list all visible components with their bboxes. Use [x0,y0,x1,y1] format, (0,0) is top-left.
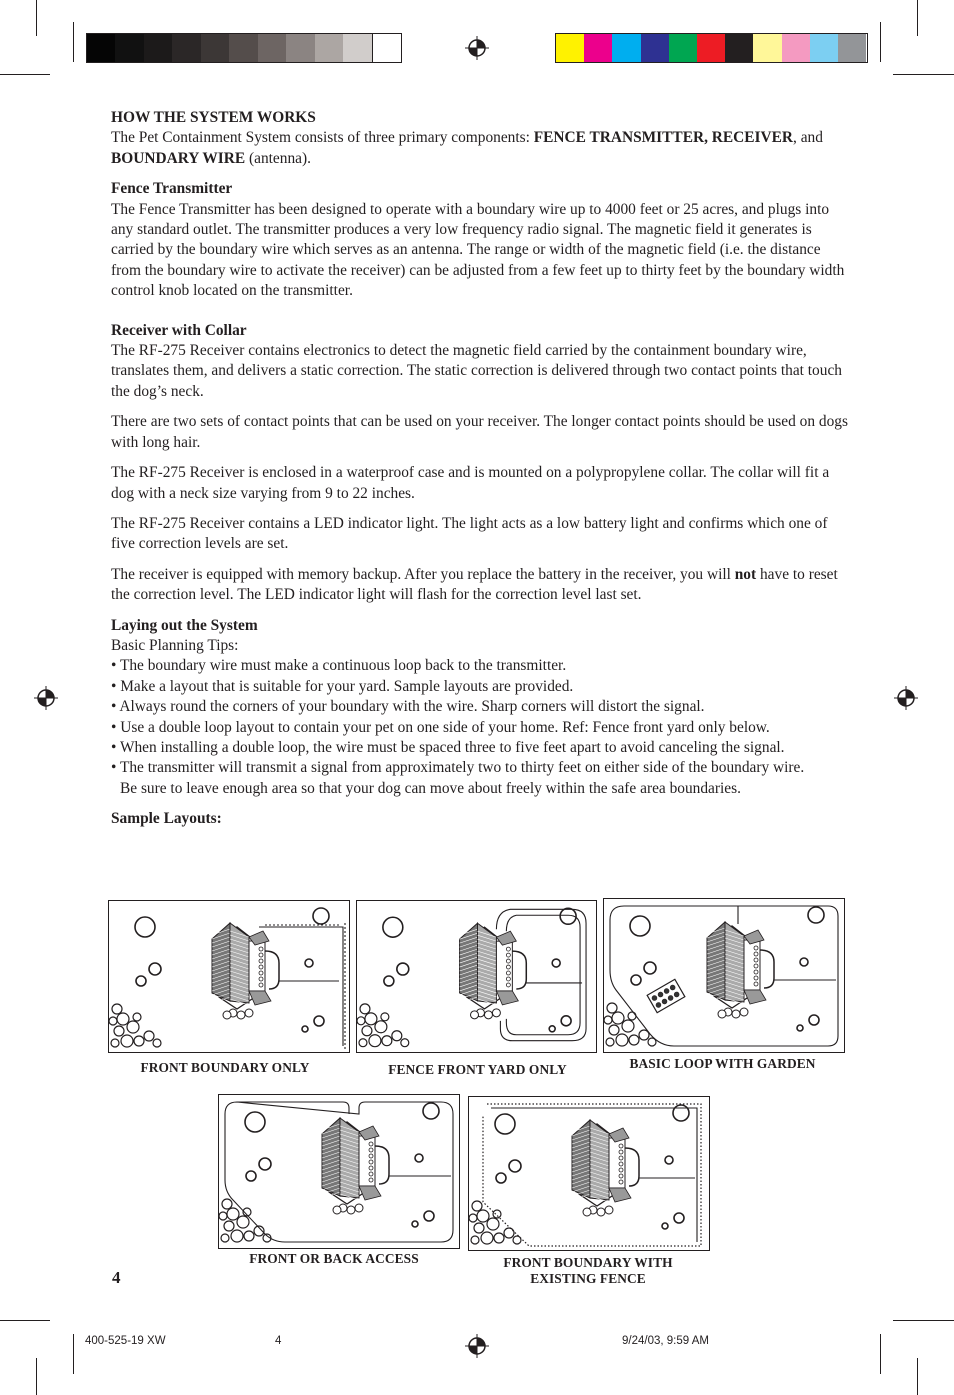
crop-mark [893,1320,954,1321]
color-swatch [87,34,115,62]
crop-mark [0,1320,50,1321]
crop-mark [880,1334,881,1374]
slug-page: 4 [275,1335,282,1347]
color-swatch [782,34,810,62]
tip-item: • The transmitter will transmit a signal from approximately two to thirty feet on either side of the boundary wire. Be sure to leave enough area so that your dog can move about freely within the safe area boundaries. [111,759,805,797]
slug-date: 9/24/03, 9:59 AM [622,1335,709,1347]
receiver-paragraph [111,565,851,606]
color-swatch [343,34,371,62]
caption-existing-fence [468,1255,708,1287]
color-swatch [641,34,669,62]
intro-text: , and [793,129,823,147]
receiver-paragraph: The RF-275 Receiver contains a LED indicator light. The light acts as a low battery light and confirms which one of five correction levels are set. [111,514,828,553]
tip-item: • Make a layout that is suitable for your yard. Sample layouts are provided. [111,677,574,695]
crop-mark [36,1358,37,1395]
caption-front-back-access: FRONT OR BACK ACCESS [249,1251,419,1266]
intro-text: The Pet Containment System consists of three primary components: [111,129,534,147]
caption-basic-loop-garden: BASIC LOOP WITH GARDEN [629,1056,816,1071]
slug-job-id: 400-525-19 XW [85,1335,166,1347]
intro-boundary-wire: BOUNDARY WIRE [111,149,246,167]
layout-diagram-fence-front-yard [356,900,597,1053]
caption-fence-front-yard: FENCE FRONT YARD ONLY [388,1062,567,1077]
color-swatch [115,34,143,62]
color-swatch [838,34,866,62]
layout-heading: Laying out the System [111,616,258,634]
crop-mark [73,22,74,62]
layout-diagram-front-boundary [108,900,350,1053]
tip-item: • Always round the corners of your boundary with the wire. Sharp corners will distort the signal. [111,698,705,716]
crop-mark [880,22,881,62]
transmitter-heading: Fence Transmitter [111,180,233,198]
planning-tips-label: Basic Planning Tips: [111,636,239,654]
receiver-paragraph: The RF-275 Receiver contains electronics to detect the magnetic field carried by the containment boundary wire, translates them, and delivers a static correction. The static correction is delivered through two contact points that touch the dog’s neck. [111,342,842,400]
page-number: 4 [112,1268,121,1287]
section-title: HOW THE SYSTEM WORKS [111,109,316,126]
receiver-text: The receiver is equipped with memory backup. After you replace the battery in the receiver, you will [111,565,735,583]
color-swatch [144,34,172,62]
tip-item: • The boundary wire must make a continuous loop back to the transmitter. [111,657,567,675]
registration-mark-icon [34,686,58,710]
crop-mark [0,74,50,75]
tip-item: • When installing a double loop, the wire must be spaced three to five feet apart to avoid canceling the signal. [111,738,785,756]
color-swatch [372,34,401,62]
intro-components: FENCE TRANSMITTER, RECEIVER [533,129,794,147]
color-swatch [584,34,612,62]
color-swatch [669,34,697,62]
yard-drawing [357,908,586,1046]
layout-diagram-front-back-access [218,1094,460,1249]
color-swatch [201,34,229,62]
intro-text: (antenna). [245,149,311,167]
crop-mark [73,1334,74,1374]
caption-line: EXISTING FENCE [530,1271,646,1286]
intro-paragraph [111,128,851,169]
caption-front-boundary: FRONT BOUNDARY ONLY [140,1060,310,1075]
body-text [111,108,851,830]
layout-diagram-basic-loop-garden [603,898,845,1053]
yard-drawing [109,908,345,1049]
color-swatch [315,34,343,62]
color-swatch [172,34,200,62]
yard-drawing [219,1102,453,1242]
receiver-emphasis: not [734,565,757,583]
registration-mark-icon [465,36,489,60]
receiver-text: have to reset the correction level. The LED indicator light will flash for the correction level last set. [111,565,838,604]
color-swatch [612,34,640,62]
color-swatch [258,34,286,62]
color-bar [555,33,868,63]
caption-line: FRONT BOUNDARY WITH [503,1255,673,1270]
color-swatch [725,34,753,62]
color-swatch [810,34,838,62]
sample-layouts-heading: Sample Layouts: [111,810,222,828]
crop-mark [917,0,918,36]
color-swatch [229,34,257,62]
color-swatch [556,34,584,62]
color-swatch [697,34,725,62]
color-swatch [753,34,781,62]
yard-drawing [469,1104,701,1246]
receiver-paragraph: There are two sets of contact points that can be used on your receiver. The longer contact points should be used on dogs with long hair. [111,413,848,451]
transmitter-paragraph: The Fence Transmitter has been designed to operate with a boundary wire up to 4000 feet or 25 acres, and plugs into any standard outlet. The transmitter produces a very low frequency radio signal. The magnetic field it generates is carried by the boundary wire which serves as an antenna. The range or width of the magnetic field (i.e. the distance from the boundary wire to activate the receiver) can be adjusted from a few feet up to thirty feet by the boundary width control knob located on the transmitter. [111,200,845,300]
receiver-paragraph: The RF-275 Receiver is enclosed in a waterproof case and is mounted on a polypropylene collar. The collar will fit a dog with a neck size varying from 9 to 22 inches. [111,464,830,502]
tip-item: • Use a double loop layout to contain your pet on one side of your home. Ref: Fence front yard only below. [111,718,770,736]
color-swatch [286,34,314,62]
receiver-heading: Receiver with Collar [111,321,247,339]
crop-mark [893,74,954,75]
grayscale-bar [86,33,402,63]
registration-mark-icon [465,1334,489,1358]
registration-mark-icon [894,686,918,710]
crop-mark [36,0,37,36]
layout-diagram-existing-fence [468,1096,710,1251]
crop-mark [917,1358,918,1395]
yard-drawing [604,906,838,1046]
